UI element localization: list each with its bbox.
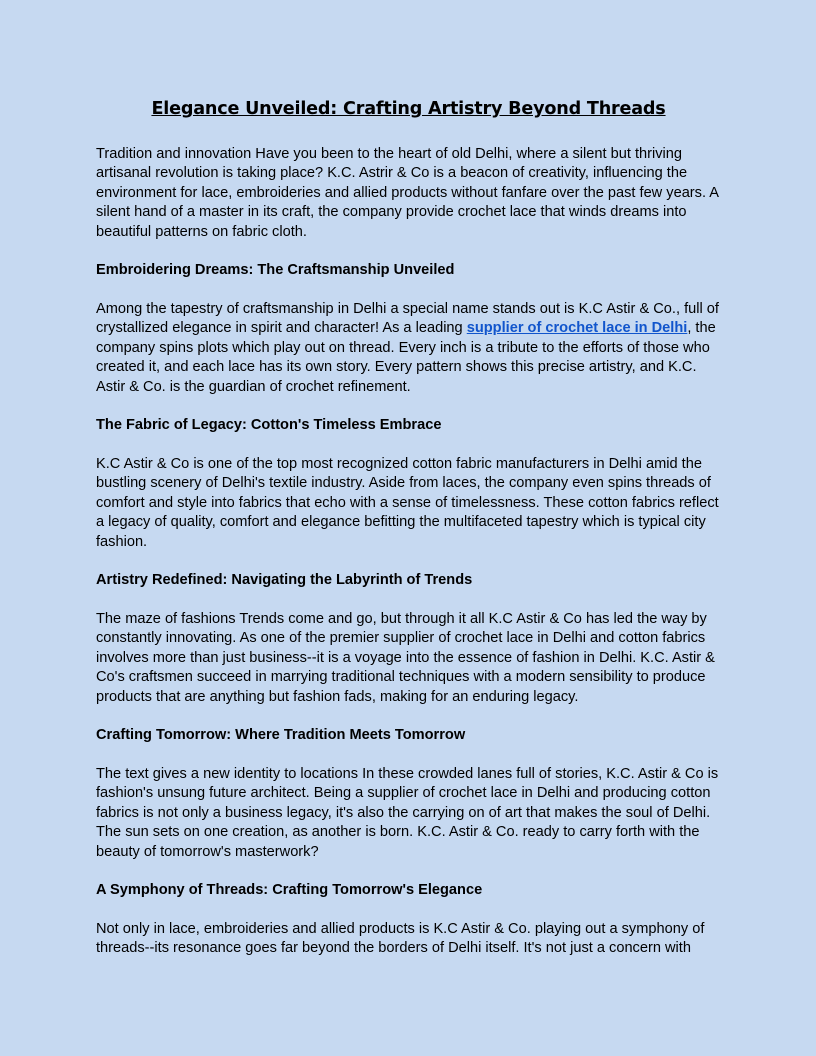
document-title: Elegance Unveiled: Crafting Artistry Beyond Threads bbox=[151, 99, 666, 119]
section-body-crafting-tomorrow: The text gives a new identity to locations In these crowded lanes full of stories, K.C. Astir & Co is fashion's unsung future architect. Being a supplier of crochet lace in Delhi and producing cotton fabrics is not only a business legacy, it's also the carrying on of art that makes the soul of Delhi. The sun sets on one creation, as another is born. K.C. Astir & Co. ready to carry forth with the beauty of tomorrow's masterwork? bbox=[96, 766, 719, 860]
section-body-embroidering-dreams bbox=[96, 300, 721, 397]
section-body-fabric-of-legacy: K.C Astir & Co is one of the top most recognized cotton fabric manufacturers in Delhi amid the bustling scenery of Delhi's textile industry. Aside from laces, the company even spins threads of comfort and style into fabrics that echo with a sense of timelessness. These cotton fabrics reflect a legacy of quality, comfort and elegance befitting the multifaceted tapestry which is typical city fashion. bbox=[96, 456, 719, 550]
body-text-after-link: , the company spins plots which play out on thread. Every inch is a tribute to the efforts of those who created it, and each lace has its own story. Every pattern shows this precise artistry, and K.C. Astir & Co. is the guardian of crochet refinement. bbox=[96, 320, 716, 395]
body-text-before-link: Among the tapestry of craftsmanship in Delhi a special name stands out is K.C Astir & Co., full of crystallized elegance in spirit and character! As a leading bbox=[96, 301, 719, 337]
section-heading-symphony-of-threads: A Symphony of Threads: Crafting Tomorrow's Elegance bbox=[96, 882, 483, 898]
section-heading-artistry-redefined: Artistry Redefined: Navigating the Labyrinth of Trends bbox=[96, 572, 473, 588]
section-heading-crafting-tomorrow: Crafting Tomorrow: Where Tradition Meets Tomorrow bbox=[96, 727, 466, 743]
section-heading-embroidering-dreams: Embroidering Dreams: The Craftsmanship Unveiled bbox=[96, 262, 455, 278]
section-heading-fabric-of-legacy: The Fabric of Legacy: Cotton's Timeless Embrace bbox=[96, 417, 442, 433]
crochet-lace-supplier-link[interactable]: supplier of crochet lace in Delhi bbox=[466, 320, 688, 337]
section-body-artistry-redefined: The maze of fashions Trends come and go, but through it all K.C Astir & Co has led the way by constantly innovating. As one of the premier supplier of crochet lace in Delhi and cotton fabrics involves more than just business--it is a voyage into the essence of fashion in Delhi. K.C. Astir & Co's craftsmen succeed in marrying traditional techniques with a modern sensibility to produce products that are anything but fashion fads, making for an enduring legacy. bbox=[96, 611, 715, 705]
section-body-symphony-of-threads: Not only in lace, embroideries and allied products is K.C Astir & Co. playing out a symphony of threads--its resonance goes far beyond the borders of Delhi itself. It's not just a concern with bbox=[96, 921, 705, 957]
intro-paragraph: Tradition and innovation Have you been to the heart of old Delhi, where a silent but thriving artisanal revolution is taking place? K.C. Astrir & Co is a beacon of creativity, influencing the environment for lace, embroideries and allied products without fanfare over the past few years. A silent hand of a master in its craft, the company provide crochet lace that winds dreams into beautiful patterns on fabric cloth. bbox=[96, 146, 719, 240]
